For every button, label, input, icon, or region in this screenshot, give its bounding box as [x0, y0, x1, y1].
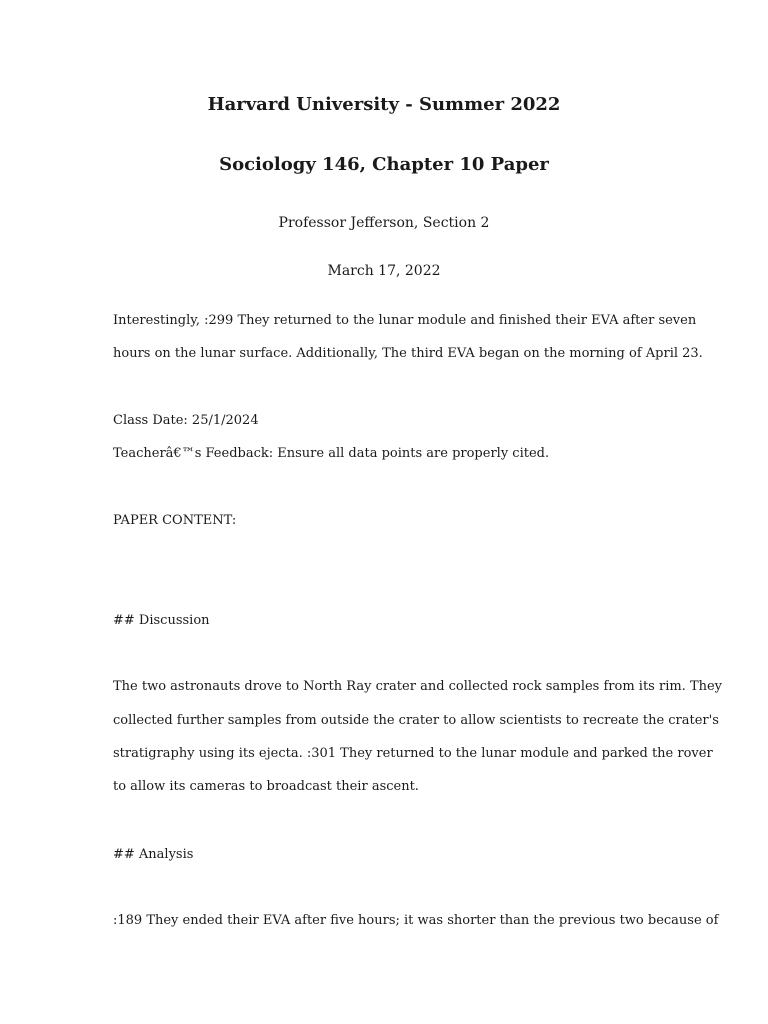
discussion-line: collected further samples from outside the crater to allow scientists to recreate the crater's: [113, 713, 719, 728]
analysis-line: :189 They ended their EVA after five hours; it was shorter than the previous two because of: [113, 913, 719, 928]
teacher-feedback: Teacherâ€™s Feedback: Ensure all data points are properly cited.: [113, 446, 550, 461]
document-title-university: Harvard University - Summer 2022: [207, 94, 561, 115]
intro-line: Interestingly, :299 They returned to the lunar module and finished their EVA after seven: [113, 313, 697, 328]
document-title-paper: Sociology 146, Chapter 10 Paper: [219, 154, 549, 175]
intro-line: hours on the lunar surface. Additionally, The third EVA began on the morning of April 23.: [113, 346, 703, 361]
professor-line: Professor Jefferson, Section 2: [278, 215, 490, 231]
analysis-heading: ## Analysis: [113, 847, 194, 862]
class-date: Class Date: 25/1/2024: [113, 413, 259, 428]
discussion-line: stratigraphy using its ejecta. :301 They returned to the lunar module and parked the rover: [113, 746, 713, 761]
discussion-heading: ## Discussion: [113, 613, 210, 628]
document-date: March 17, 2022: [327, 263, 441, 279]
paper-content-label: PAPER CONTENT:: [113, 513, 237, 528]
discussion-line: The two astronauts drove to North Ray crater and collected rock samples from its rim. They: [113, 679, 723, 694]
discussion-line: to allow its cameras to broadcast their ascent.: [113, 779, 419, 794]
